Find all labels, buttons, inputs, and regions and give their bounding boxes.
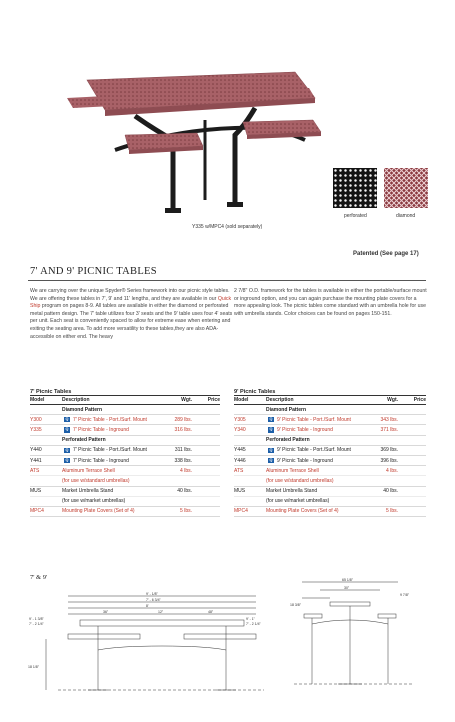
- dim-right-0: 9' - 1": [246, 617, 255, 621]
- dim-seg-0: 8': [146, 604, 149, 608]
- table-row: Y446 Q 9' Picnic Table - Inground 396 lbs.: [234, 456, 426, 466]
- intro-right: 2 7/8" O.D. framework for the tables is available in either the portable/surface mount or inground option, and you can again purchase the mounting plate covers for a more appealing look. The picnic tables come standard with an umbrella hole for use with umbrella stands. Color choices can be found on pages 150-151.: [234, 288, 427, 317]
- dim-height: 18 1/8": [28, 665, 39, 669]
- dim-seg-3: 48": [208, 610, 214, 614]
- table-row: Y305 Q 9' Picnic Table - Port./Surf. Mount 343 lbs.: [234, 415, 426, 425]
- end-dim-right: 9 7/8": [400, 593, 410, 597]
- end-dim-top: 65 1/8": [342, 578, 353, 582]
- quick-ship-icon: Q: [65, 457, 69, 462]
- table-row: Y340 Q 9' Picnic Table - Inground 371 lbs.: [234, 425, 426, 435]
- table-row: ATS Aluminum Terrace Shell 4 lbs.: [234, 466, 426, 476]
- dim-seg-1: 36": [103, 610, 109, 614]
- diagram-label: 7' & 9': [30, 574, 48, 581]
- perforated-swatch: [333, 168, 377, 208]
- table-7ft-header: Model Description Wgt. Price: [30, 397, 220, 403]
- table-row: MPC4 Mounting Plate Covers (Set of 4) 5 lbs.: [30, 507, 220, 517]
- end-dim-mid: 30": [344, 586, 350, 590]
- dim-right-1: 7' - 2 1/4": [246, 622, 261, 626]
- dim-left-0: 9' - 1 3/8": [29, 617, 44, 621]
- quick-ship-icon: Q: [269, 447, 273, 452]
- photo-caption: Y335 w/MPC4 (sold separately): [192, 224, 263, 230]
- table-row: (for use w/market umbrellas): [234, 497, 426, 507]
- dim-seg-2: 12": [158, 610, 164, 614]
- table-7ft: 7' Picnic Tables Model Description Wgt. Price Diamond Pattern Y300 Q 7' Picnic Table - Port./Surf. Mount 289 lbs. Y335 Q 7' Picnic Table - Inground 316 lbs. Perforated Pattern Y440 Q 7' Picnic Table - Port./Surf. Mount 311 lbs. Y441 Q 7' Picnic Table - Inground 338 lbs. ATS Aluminum Terrace Shell 4 lbs. (for use w/standard umbrellas) MUS Market Umbrella Stand 40 lbs. (for use w/market umbrellas) MPC4 Mounting Plate Covers (Set of 4) 5 lbs.: [30, 389, 220, 517]
- intro-left: We are carrying over the unique Spyder® Series framework into our picnic style tables. We are offering these tables in 7', 9' and 11' lengths, and they are available in our Quick Ship program on pages 8-9. All tables are available in either the diamond or perforated metal pattern design. The 7' table utilizes four 3' seats and the 9' table uses four 4' seats per unit. Each seat is conveniently spaced to allow for extreme ease when entering and exiting the seating area. To add more versatility to these tables,they are also ADA-accessible on either end. The heavy: [30, 288, 233, 340]
- table-row: Y300 Q 7' Picnic Table - Port./Surf. Mount 289 lbs.: [30, 415, 220, 425]
- patented-note: Patented (See page 17): [353, 251, 419, 257]
- plan-diagram: [28, 590, 268, 710]
- quick-ship-icon: Q: [269, 417, 273, 422]
- dim-left-1: 7' - 2 1/4": [29, 622, 44, 626]
- table-9ft: 9' Picnic Tables Model Description Wgt. Price Diamond Pattern Y305 Q 9' Picnic Table - Port./Surf. Mount 343 lbs. Y340 Q 9' Picnic Table - Inground 371 lbs. Perforated Pattern Y445 Q 9' Picnic Table - Port./Surf. Mount 369 lbs. Y446 Q 9' Picnic Table - Inground 396 lbs. ATS Aluminum Terrace Shell 4 lbs. (for use w/standard umbrellas) MUS Market Umbrella Stand 40 lbs. (for use w/market umbrellas) MPC4 Mounting Plate Covers (Set of 4) 5 lbs.: [234, 389, 426, 517]
- quick-ship-icon: Q: [65, 417, 69, 422]
- table-row: Y335 Q 7' Picnic Table - Inground 316 lbs.: [30, 425, 220, 435]
- quick-ship-link[interactable]: Quick Ship: [30, 295, 232, 310]
- table-9ft-title: 9' Picnic Tables: [234, 389, 276, 395]
- table-row: (for use w/standard umbrellas): [234, 476, 426, 486]
- dim-top-1: 7' - 6 3/4": [146, 598, 161, 602]
- quick-ship-icon: Q: [269, 457, 273, 462]
- table-row: (for use w/market umbrellas): [30, 497, 220, 507]
- table-row: Y441 Q 7' Picnic Table - Inground 338 lbs.: [30, 456, 220, 466]
- swatch-label-perforated: perforated: [344, 213, 367, 219]
- table-row: ATS Aluminum Terrace Shell 4 lbs.: [30, 466, 220, 476]
- table-9ft-header: Model Description Wgt. Price: [234, 397, 426, 403]
- quick-ship-icon: Q: [65, 447, 69, 452]
- table-row: Y440 Q 7' Picnic Table - Port./Surf. Mount 311 lbs.: [30, 446, 220, 456]
- table-row: (for use w/standard umbrellas): [30, 476, 220, 486]
- dim-top-0: 9' - 1/8": [146, 592, 158, 596]
- quick-ship-icon: Q: [269, 427, 273, 432]
- table-7ft-title: 7' Picnic Tables: [30, 389, 72, 395]
- end-dim-left: 18 3/8": [290, 603, 301, 607]
- swatch-label-diamond: diamond: [396, 213, 416, 219]
- product-photo: [55, 50, 345, 225]
- table-row: MPC4 Mounting Plate Covers (Set of 4) 5 lbs.: [234, 507, 426, 517]
- table-row: MUS Market Umbrella Stand 40 lbs.: [30, 487, 220, 497]
- end-view-diagram: [290, 576, 420, 696]
- table-row: Y445 Q 9' Picnic Table - Port./Surf. Mount 369 lbs.: [234, 446, 426, 456]
- table-row: MUS Market Umbrella Stand 40 lbs.: [234, 487, 426, 497]
- page-title: 7' AND 9' PICNIC TABLES: [30, 266, 157, 277]
- diamond-swatch: [384, 168, 428, 208]
- quick-ship-icon: Q: [65, 427, 69, 432]
- title-rule: [28, 280, 426, 281]
